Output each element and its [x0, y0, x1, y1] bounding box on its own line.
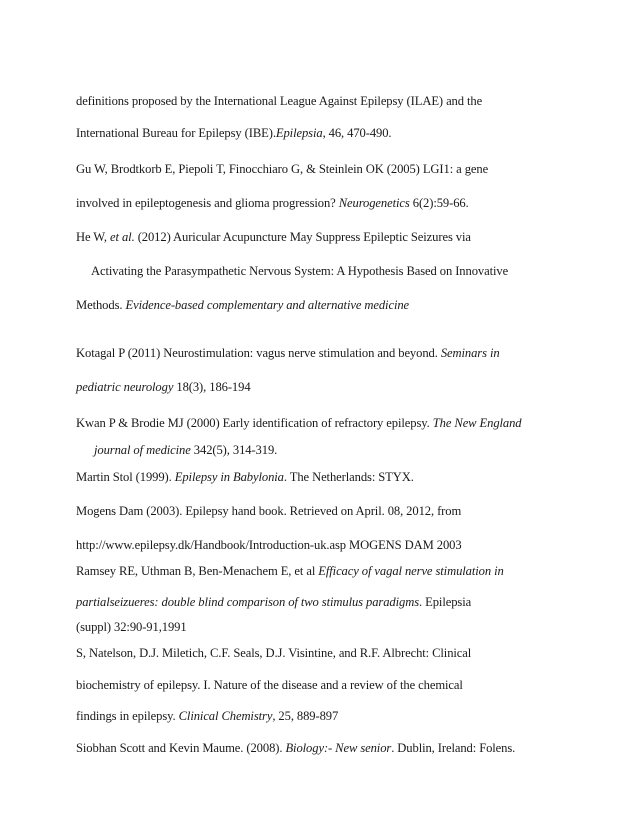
reference-line: International Bureau for Epilepsy (IBE).Epilepsia, 46, 470-490.: [76, 126, 392, 140]
reference-line: partialseizueres: double blind comparison of two stimulus paradigms. Epilepsia: [76, 595, 472, 609]
reference-line: He W, et al. (2012) Auricular Acupuncture May Suppress Epileptic Seizures via: [76, 230, 471, 244]
reference-line: definitions proposed by the International League Against Epilepsy (ILAE) and the: [76, 94, 483, 108]
reference-line: biochemistry of epilepsy. I. Nature of the disease and a review of the chemical: [76, 678, 463, 692]
reference-line: http://www.epilepsy.dk/Handbook/Introduction-uk.asp MOGENS DAM 2003: [76, 538, 462, 552]
reference-line: involved in epileptogenesis and glioma progression? Neurogenetics 6(2):59-66.: [76, 196, 469, 210]
reference-line: S, Natelson, D.J. Miletich, C.F. Seals, D.J. Visintine, and R.F. Albrecht: Clinical: [76, 646, 472, 660]
reference-line: (suppl) 32:90-91,1991: [76, 620, 187, 634]
reference-line: Kwan P & Brodie MJ (2000) Early identification of refractory epilepsy. The New England: [76, 416, 522, 430]
reference-line: Mogens Dam (2003). Epilepsy hand book. Retrieved on April. 08, 2012, from: [76, 504, 462, 518]
reference-line: Gu W, Brodtkorb E, Piepoli T, Finocchiaro G, & Steinlein OK (2005) LGI1: a gene: [76, 162, 489, 176]
reference-line: Siobhan Scott and Kevin Maume. (2008). Biology:- New senior. Dublin, Ireland: Folens.: [76, 741, 516, 755]
reference-line: pediatric neurology 18(3), 186-194: [76, 380, 251, 394]
reference-line: Ramsey RE, Uthman B, Ben-Menachem E, et al Efficacy of vagal nerve stimulation in: [76, 564, 504, 578]
reference-line: Methods. Evidence-based complementary and alternative medicine: [76, 298, 410, 312]
reference-line: journal of medicine 342(5), 314-319.: [94, 443, 278, 457]
reference-line: Activating the Parasympathetic Nervous System: A Hypothesis Based on Innovative: [91, 264, 509, 278]
reference-line: Martin Stol (1999). Epilepsy in Babylonia. The Netherlands: STYX.: [76, 470, 414, 484]
reference-line: findings in epilepsy. Clinical Chemistry, 25, 889-897: [76, 709, 339, 723]
reference-line: Kotagal P (2011) Neurostimulation: vagus nerve stimulation and beyond. Seminars in: [76, 346, 500, 360]
